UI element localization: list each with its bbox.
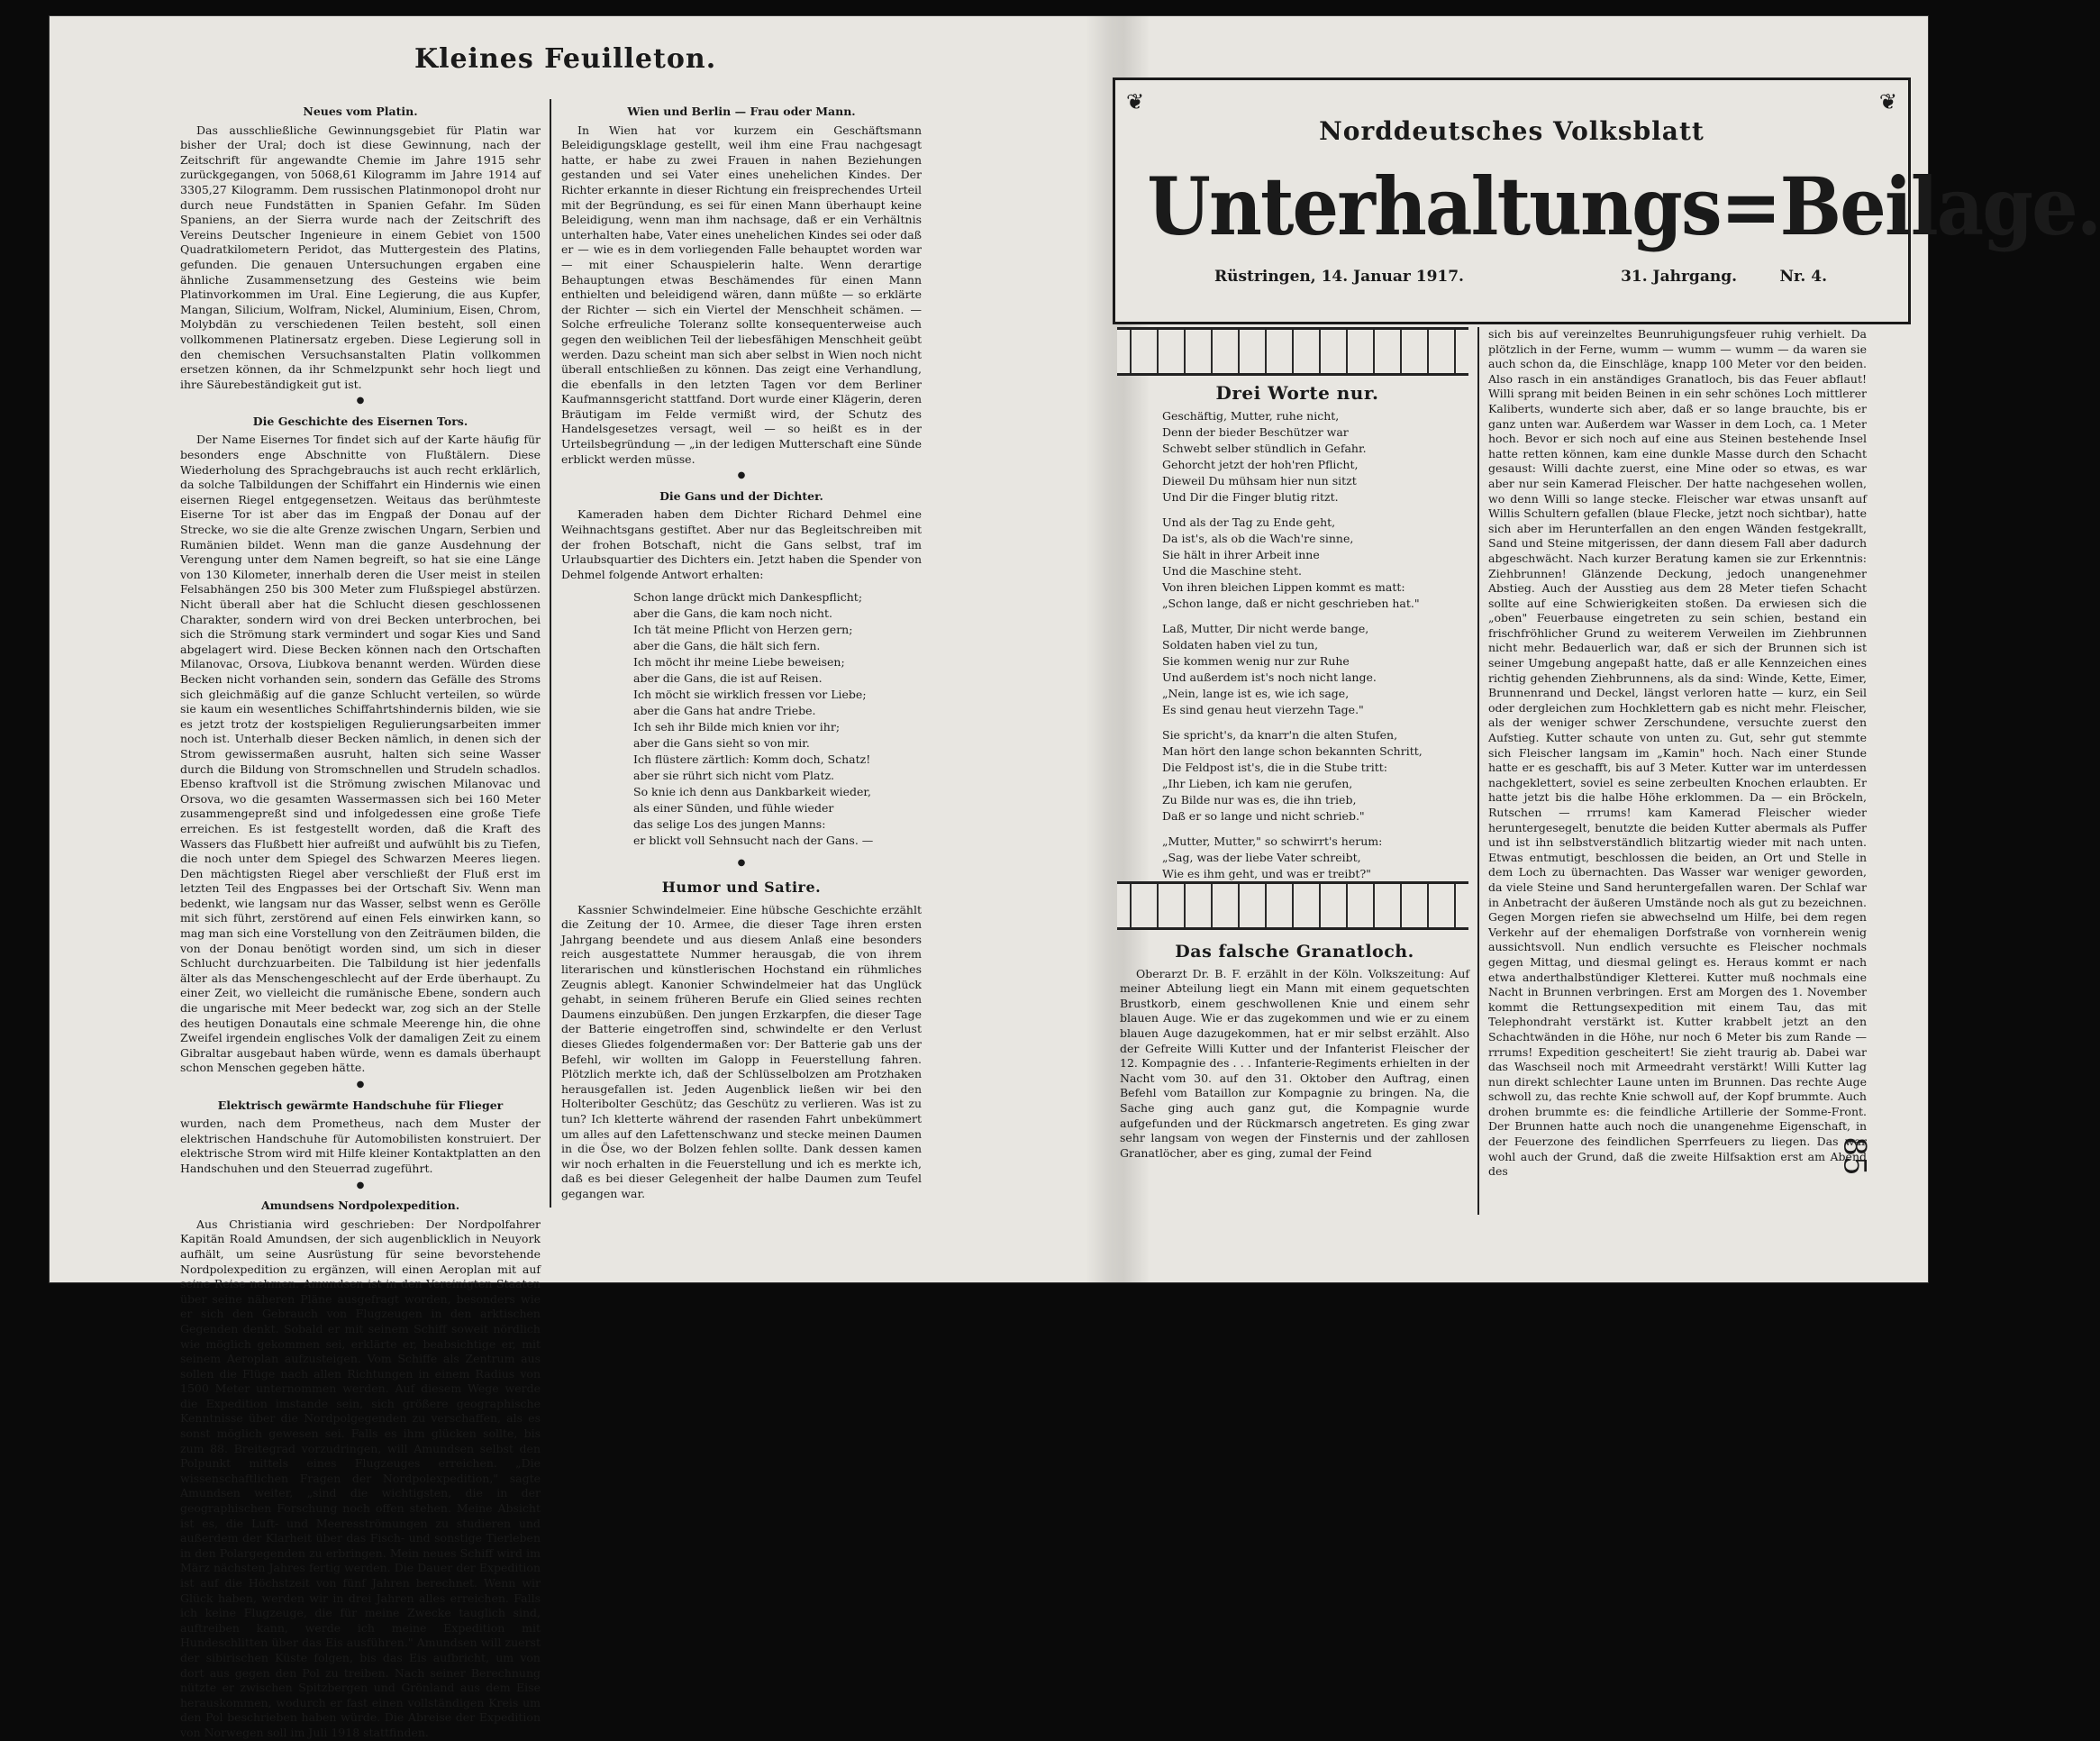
section-title: Kleines Feuilleton. [414, 43, 717, 75]
poem-line: „Schon lange, daß er nicht geschrieben hat." [1162, 596, 1420, 610]
handschuhe-heading: Elektrisch gewärmte Handschuhe für Flieger [217, 1098, 504, 1112]
granatloch-column-2 [1488, 327, 1867, 1215]
poem-line: „Nein, lange ist es, wie ich sage, [1162, 686, 1350, 700]
poem-line: Schwebt selber stündlich in Gefahr. [1162, 441, 1367, 455]
poem-line: Und Dir die Finger blutig ritzt. [1162, 489, 1339, 504]
poem-line: Und als der Tag zu Ende geht, [1162, 515, 1336, 529]
poem-stanza [1162, 727, 1468, 825]
separator-star: ● [356, 396, 365, 406]
platin-text: Das ausschließliche Gewinnungsgebiet für Platin war bisher der Ural; doch ist diese Gewinnung, nach der Zeitschrift für angewandte Chemie im Jahre 1915 sehr zurückgegangen, von 5068,61 Kilogramm im Jahre 1914 auf 3305,27 Kilogramm. Dem russischen Platinmonopol droht nur durch neue Fundstätten in Spanien Gefahr. Im Süden Spaniens, an der Sierra wurde nach der Zeitschrift des Vereins Deutscher Ingenieure in einem Gebiet von 1500 Quadratkilometern Peridot, das Muttergestein des Platins, gefunden. Die genauen Untersuchungen ergaben eine ähnliche Zusammensetzung des Gesteins wie beim Platinvorkommen im Ural. Eine Legierung, die aus Kupfer, Mangan, Silicium, Wolfram, Nickel, Aluminium, Eisen, Chrom, Molybdän zu verschiedenen Teilen besteht, soll einen vollkommenen Platinersatz ergeben. Diese Legierung soll in den chemischen Versuchsanstalten Platin vollkommen ersetzen können, da ihr Schmelzpunkt sehr hoch liegt und ihre Säurebeständigkeit gut ist. [180, 123, 541, 391]
poem-line: aber die Gans sieht so von mir. [633, 736, 810, 751]
granatloch-heading: Das falsche Granatloch. [1175, 942, 1414, 962]
column-rule [550, 99, 551, 1208]
masthead [1113, 77, 2100, 324]
poem-line: Denn der bieder Beschützer war [1162, 424, 1349, 439]
poem-line: Und außerdem ist's noch nicht lange. [1162, 670, 1377, 684]
ornament-icon: ❦ [1878, 89, 1897, 114]
tor-heading: Die Geschichte des Eisernen Tors. [252, 414, 468, 428]
granatloch-column-1 [1120, 935, 1469, 1233]
poem-line: das selige Los des jungen Manns: [633, 817, 826, 832]
ornamental-band [1117, 881, 1468, 930]
poem-line: er blickt voll Sehnsucht nach der Gans. — [633, 834, 874, 848]
tor-text: Der Name Eisernes Tor findet sich auf der Karte häufig für besonders enge Abschnitte von Flußtälern. Diese Wiederholung des Sprachgebrauchs ist auch recht erklärlich, da solche Talbildungen der Schiffahrt ein Hindernis wie einen eisernen Riegel entgegensetzen. Weitaus das berühmteste Eiserne Tor ist aber das im Engpaß der Donau auf der Strecke, wo sie die alte Grenze zwischen Ungarn, Serbien und Rumänien bildet. Wenn man die ganze Ausdehnung der Verengung unter dem Namen begreift, so hat sie eine Länge von 130 Kilometer, innerhalb deren die User meist in steilen Felsabhängen 250 bis 300 Meter zum Flußspiegel abstürzen. Nicht überall aber hat die Schlucht diesen geschlossenen Charakter, sondern wird von drei Becken unterbrochen, bei sich die Strömung stark vermindert und sogar Kies und Sand abgelagert wird. Diese Becken können nach den Ortschaften Milanovac, Orsova, Liubkova benannt werden. Würden diese Becken nicht vorhanden sein, sondern das Gefälle des Stroms sich gleichmäßig auf die ganze Schlucht verteilen, so würde sie kaum ein wesentliches Schiffahrtshindernis bilden, wie sie es jetzt trotz der kostspieligen Regulierungsarbeiten immer noch ist. Unterhalb dieser Becken nämlich, in denen sich der Strom gewissermaßen ausruht, halten sich seine Wasser durch die Bildung von Stromschnellen und Strudeln schadlos. Ebenso kraftvoll ist die Strömung zwischen Milanovac und Orsova, wo die gesamten Wassermassen sich bei 160 Meter zusammengepreßt sind und infolgedessen eine große Tiefe erreichen. Es ist festgestellt worden, daß die Kraft des Wassers das Flußbett hier aufreißt und aufwühlt bis zu Tiefen, die noch unter dem Spiegel des Schwarzen Meeres liegen. Den mächtigsten Riegel aber verschließt der Fluß erst im letzten Teil des Engpasses bei der Ortschaft Siv. Wenn man bedenkt, wie langsam nur das Wasser, selbst wenn es Gerölle mit sich führt, zerstörend auf einen Fels einwirken kann, so mag man sich eine Vorstellung von den Zeiträumen bilden, die von der Donau benötigt worden sind, um sich in dieser Schlucht durchzuarbeiten. Die Talbildung ist hier jedenfalls älter als das Menschengeschlecht auf der Erde überhaupt. Zu einer Zeit, wo vielleicht die rumänische Ebene, sondern auch die ungarische mit Meer bedeckt war, zog sich an der Stelle des heutigen Donautals eine schmale Meerenge hin, die ohne Zweifel irgendein englisches Volk der damaligen Zeit zu einem Gibraltar ausgebaut haben würde, wenn es damals überhaupt schon Menschen gegeben hätte. [180, 433, 541, 1075]
poem-line: aber die Gans hat andre Triebe. [633, 704, 816, 718]
poem-line: Sie kommen wenig nur zur Ruhe [1162, 653, 1350, 668]
poem-line: Dieweil Du mühsam hier nun sitzt [1162, 473, 1357, 488]
issue-year: 31. Jahrgang. [1621, 268, 1737, 286]
poem-line: Die Feldpost ist's, die in die Stube tritt: [1162, 760, 1387, 774]
poem-line: aber die Gans, die hält sich fern. [633, 639, 821, 653]
poem-line: Schon lange drückt mich Dankespflicht; [633, 590, 863, 605]
poem-line: Ich tät meine Pflicht von Herzen gern; [633, 623, 853, 637]
separator-star: ● [737, 858, 746, 869]
amundsen-heading: Amundsens Nordpolexpedition. [260, 1199, 460, 1213]
poem-line: Ich seh ihr Bilde mich knien vor ihr; [633, 720, 841, 734]
gans-poem [633, 589, 922, 849]
poem-line: als einer Sünden, und fühle wieder [633, 801, 834, 816]
poem-drei-worte [1162, 408, 1468, 931]
poem-line: Ich möcht ihr meine Liebe beweisen; [633, 655, 845, 670]
left-column-1 [180, 99, 541, 1739]
page-number: 85 [1836, 1136, 1873, 1176]
humor-heading: Humor und Satire. [661, 879, 822, 896]
separator-star: ● [737, 470, 746, 481]
poem-stanza [1162, 621, 1468, 718]
poem-stanza [1162, 408, 1468, 506]
poem-line: „Ihr Lieben, ich kam nie gerufen, [1162, 776, 1353, 790]
newspaper-spread [50, 16, 2100, 1739]
publication-name: Norddeutsches Volksblatt [1319, 116, 1705, 146]
poem-line: Von ihren bleichen Lippen kommt es matt: [1162, 579, 1405, 594]
platin-heading: Neues vom Platin. [303, 105, 418, 118]
granatloch-text-part1: Oberarzt Dr. B. F. erzählt in der Köln. Volkszeitung: Auf meiner Abteilung liegt ein Mann mit einem gequetschten Brustkorb, einem geschwollenen Knie und einem sehr blauen Auge. Wie er das zugekommen und wie er zu einem blauen Auge dazugekommen, hat er mir selbst erzählt. Also der Gefreite Willi Kutter und der Infanterist Fleischer der 12. Kompagnie des . . . Infanterie-Regiments erhielten in der Nacht vom 30. auf den 31. Oktober den Auftrag, einen Befehl vom Bataillon zur Kompagnie zu bringen. Na, die Sache ging auch ganz gut, die Kompagnie wurde aufgefunden und der Rückmarsch angetreten. Es ging zwar sehr langsam von wegen der Finsternis und der zahllosen Granatlöcher, aber es ging, zumal der Feind [1120, 966, 1469, 1160]
gans-heading: Die Gans und der Dichter. [659, 488, 823, 503]
issue-number: Nr. 4. [1779, 268, 1827, 286]
poem-line: „Mutter, Mutter," so schwirrt's herum: [1162, 834, 1383, 848]
wien-text: In Wien hat vor kurzem ein Geschäftsmann Beleidigungsklage gestellt, weil ihm eine Frau nachgesagt hatte, er habe zu zwei Frauen in nahen Beziehungen gestanden und sei Vater eines unehelichen Kindes. Der Richter erkannte in dieser Richtung ein freisprechendes Urteil mit der Begründung, es sei für einen Mann überhaupt keine Beleidigung, wenn man ihm nachsage, daß er ein Verhältnis unterhalten habe, Vater eines unehelichen Kindes sei oder daß er — wie es in dem vorliegenden Falle behauptet worden war — mit einer Schauspielerin halte. Wenn derartige Behauptungen etwas Beschämendes für einen Mann enthielten und beleidigend wären, dann müßte — so erklärte der Richter — sich ein Viertel der Menschheit schämen. — Solche erfreuliche Toleranz sollte konsequenterweise auch gegen den weiblichen Teil der liebesfähigen Menschheit geübt werden. Dazu scheint man sich aber selbst in Wien noch nicht überall entschließen zu können. Das zeigt eine Verhandlung, die ebenfalls in den letzten Tagen vor dem Berliner Kaufmannsgericht stattfand. Dort wurde einer Klägerin, deren Bräutigam im Felde vermißt wird, der Schutz des Handelsgesetzes versagt, weil — so heißt es in der Urteilsbegründung — „in der ledigen Mutterschaft eine Sünde erblickt werden müsse. [561, 123, 922, 466]
gans-intro: Kameraden haben dem Dichter Richard Dehmel eine Weihnachtsgans gestiftet. Aber nur das Begleitschreiben mit der frohen Botschaft, nicht die Gans selbst, traf im Urlaubsquartier des Dichters ein. Jetzt haben die Spender von Dehmel folgende Antwort erhalten: [561, 507, 922, 581]
poem-line: Soldaten haben viel zu tun, [1162, 637, 1319, 652]
separator-star: ● [356, 1080, 365, 1089]
poem-line: Sie spricht's, da knarr'n die alten Stufen, [1162, 727, 1398, 742]
amundsen-text: Aus Christiania wird geschrieben: Der Nordpolfahrer Kapitän Roald Amundsen, der sich augenblicklich in Neuyork aufhält, um seine Ausrüstung für seine bevorstehende Nordpolexpedition zu ergänzen, will einen Aeroplan mit auf seine Reise nehmen. Amundsen ist in den Vereinigten Staaten über seine näheren Pläne ausgefragt worden, besonders wie er sich den Gebrauch von Flugzeugen in den arktischen Gegenden denkt. Sobald er mit seinem Schiff soweit nördlich wie möglich gekommen sei, erklärte er, beabsichtige er, mit seinem Aeroplan aufzusteigen. Vom Schiffe als Zentrum aus sollen die Flüge nach allen Richtungen in einem Radius von 1500 Meter unternommen werden. Auf diesem Wege werde die Expedition imstande sein, sich größere geographische Kenntnisse über die Nordpolgegenden zu verschaffen, als es sonst möglich gewesen sei. Falls es ihm glücken sollte, bis zum 88. Breitegrad vorzudringen, will Amundsen selbst den Polpunkt mittels eines Flugzeuges erreichen. „Die wissenschaftlichen Fragen der Nordpolexpedition," sagte Amundsen weiter, „sind die wichtigsten, die in der geographischen Forschung noch offen stehen. Meine Absicht ist es, die Luft- und Meeresströmungen zu studieren und außerdem der Klarheit über das Fisch- und sonstige Tierleben in den Polargegenden zu erbringen. Mein neues Schiff wird im März nächsten Jahres fertig werden. Die Dauer der Expedition ist auf die Höchstzeit von fünf Jahren berechnet. Wenn wir Glück haben, werden wir in drei Jahren alles erreichen. Falls ich keine Flugzeuge, die für meine Zwecke tauglich sind, auftreiben kann, werde ich meine Expedition mit Hundeschlitten über das Eis ausführen." Amundsen will zuerst der sibirischen Küste folgen, bis das Eis aufbricht, um von dort aus gegen den Pol zu treiben. Nach seiner Berechnung nützte er zwischen Spitzbergen und Grönland aus dem Eise herauskommen, wodurch er fast einen vollständigen Kreis um den Pol beschrieben haben würde. Die Abreise der Expedition von Norwegen soll im Juli 1918 stattfinden. [180, 1217, 541, 1739]
poem-line: Gehorcht jetzt der hoh'ren Pflicht, [1162, 457, 1359, 471]
issue-date: Rüstringen, 14. Januar 1917. [1214, 268, 1464, 286]
poem-line: Da ist's, als ob die Wach're sinne, [1162, 531, 1354, 545]
poem-stanza [1162, 515, 1468, 612]
poem-line: Daß er so lange und nicht schrieb." [1162, 808, 1365, 823]
poem-line: So knie ich denn aus Dankbarkeit wieder, [633, 785, 872, 799]
ornament-icon: ❦ [1126, 89, 1145, 114]
granatloch-text-part2: sich bis auf vereinzeltes Beunruhigungsfeuer ruhig verhielt. Da plötzlich in der Ferne, wumm — wumm — wumm — da waren sie auch schon da, die Einschläge, knapp 100 Meter vor den beiden. Also rasch in ein anständiges Granatloch, bis das Feuer abflaut! Willi sprang mit beiden Beinen in ein sehr schönes Loch mittlerer Kaliberts, wunderte sich aber, daß er so lange brauchte, bis er ganz unten war. Außerdem war Wasser in dem Loch, ca. 1 Meter hoch. Bevor er sich noch auf eine aus Steinen bestehende Insel hatte retten können, kam eine dunkle Masse durch den Schacht gesaust: Willi dachte zuerst, eine Mine oder so etwas, es war aber nur sein Kamerad Fleischer. Der hatte nachgesehen wollen, wo denn Willi so lange stecke. Fleischer war etwas unsanft auf Willis Schultern gefallen (blaue Flecke, jetzt noch sichtbar), hatte sich aber im Herunterfallen an den engen Wänden festgekrallt, Sand und Steine mitgerissen, der dann diesem Fall aber dadurch abgeschwächt. Nach kurzer Beratung kamen sie zur Erkenntnis: Ziehbrunnen! Glänzende Deckung, jedoch unangenehmer Abstieg. Auch der Ausstieg aus dem 28 Meter tiefen Schacht sollte auf eine Schwierigkeiten stoßen. Da erwiesen sich die „oben" Feuerbause eingetreten zu sein schien, bestand ein frischfröhlicher Grund zu weiterem Verweilen im Ziehbrunnen nicht mehr. Bedauerlich war, daß er sich der Brunnen sich ist seiner Umgebung angepaßt hatte, daß er alle Kennzeichen eines richtig gehenden Ziehbrunnens, als da sind: Winde, Kette, Eimer, Brunnenrand und Deckel, längst verloren hatte — kurz, ein Seil oder dergleichen zum Hochklettern gab es nicht mehr. Fleischer, als der weniger schwer Zerschundene, versuchte zuerst den Aufstieg. Kutter schaute von unten zu. Gut, sehr gut stemmte sich Fleischer langsam im „Kamin" hoch. Nach einer Stunde hatte er es geschafft, bis auf 3 Meter. Kutter war im unterdessen nachgeklettert, soviel es seine zerbeulten Knochen erlaubten. Er hatte jetzt bis die halbe Höhe erklommen. Da — ein Bröckeln, Rutschen — rrrums! kam Kamerad Fleischer wieder heruntergesegelt, benutzte die beiden Kutter abermals als Puffer und ist ihn selbstverständlich blitzartig wieder mit nach unten. Etwas entmutigt, beschlossen die beiden, an Ort und Stelle in dem Loch zu übernachten. Das Wasser war weniger geworden, da viele Steine und Sand heruntergefallen waren. Der Schlaf war in Anbetracht der äußeren Umstände noch als gut zu bezeichnen. Gegen Morgen riefen sie abwechselnd um Hilfe, bei dem regen Verkehr auf der ehemaligen Dorfstraße von vornherein wenig aussichtsvoll. Nun endlich versuchte es Fleischer nochmals gegen Mittag, und diesmal gelingt es. Heraus kommt er nach etwa anderthalbstündiger Kletterei. Kutter muß nochmals eine Nacht in Brunnen verbringen. Erst am Morgen des 1. November kommt die Rettungsexpedition mit einem Tau, das mit Telephondraht verstärkt ist. Kutter krabbelt jetzt an den Schachtwänden in die Höhe, nur noch 6 Meter bis zum Rande — rrrums! Expedition gescheitert! Sie zieht traurig ab. Dabei war das Waschseil noch mit Armeedraht verstärkt! Willi Kutter lag nun direkt schlechter Laune unten im Brunnen. Das rechte Auge schwoll zu, das rechte Knie schwoll auf, der Kopf brummte. Auch drohen brummte es: die feindliche Artillerie der Somme-Front. Der Brunnen hatte auch noch die unangenehme Eigenschaft, in der Feuerzone des feindlichen Sperrfeuers zu liegen. Das war wohl auch der Grund, daß die zweite Hilfsaktion erst am Abend des [1488, 327, 1867, 1179]
left-column-2 [561, 99, 922, 1217]
masthead-title: Unterhaltungs=Beilage. [1147, 160, 2100, 253]
poem-line: Es sind genau heut vierzehn Tage." [1162, 702, 1364, 716]
poem-line: Zu Bilde nur was es, die ihn trieb, [1162, 792, 1357, 807]
handschuhe-text: wurden, nach dem Prometheus, nach dem Muster der elektrischen Handschuhe für Automobilisten konstruiert. Der elektrische Strom wird mit Hilfe kleiner Kontaktplatten an den Handschuhen und den Steuerrad zugeführt. [180, 1117, 541, 1175]
poem-line: Geschäftig, Mutter, ruhe nicht, [1162, 408, 1340, 423]
poem-line: Ich möcht sie wirklich fressen vor Liebe; [633, 688, 867, 702]
poem-line: Ich flüstere zärtlich: Komm doch, Schatz! [633, 752, 871, 767]
poem-line: Laß, Mutter, Dir nicht werde bange, [1162, 621, 1369, 635]
poem-line: Man hört den lange schon bekannten Schritt, [1162, 743, 1423, 758]
poem-line: aber sie rührt sich nicht vom Platz. [633, 769, 835, 783]
poem-line: Sie hält in ihrer Arbeit inne [1162, 547, 1320, 561]
separator-star: ● [356, 1180, 365, 1190]
poem-line: aber die Gans, die kam noch nicht. [633, 606, 832, 621]
poem-title: Drei Worte nur. [1215, 382, 1379, 404]
poem-line: aber die Gans, die ist auf Reisen. [633, 671, 823, 686]
column-rule [1477, 327, 1479, 1215]
poem-line: Wie es ihm geht, und was er treibt?" [1162, 866, 1371, 880]
poem-column [1126, 377, 1468, 890]
poem-line: Und die Maschine steht. [1162, 563, 1302, 578]
humor-text: Kassnier Schwindelmeier. Eine hübsche Geschichte erzählt die Zeitung der 10. Armee, die dieser Tage ihren ersten Jahrgang beendete und aus diesem Anlaß eine besonders reich ausgestattete Nummer herausgab, die von ihrem literarischen und künstlerischen Hochstand ein rühmliches Zeugnis ablegt. Kanonier Schwindelmeier hat das Unglück gehabt, in seinem früheren Berufe ein Glied seines rechten Daumens einzubüßen. Den jungen Erzkarpfen, die dieser Tage der Batterie eingetroffen sind, schwindelte er den Verlust dieses Gliedes folgendermaßen vor: Der Batterie gab uns der Befehl, wir wollten im Galopp in Feuerstellung fahren. Plötzlich merkte ich, daß der Schlüsselbolzen am Protzhaken herausgefallen ist. Jeden Augenblick ließen wir bei den Holteribolter Geschütz; das Geschütz zu verlieren. Was ist zu tun? Ich kletterte während der rasenden Fahrt unbekümmert um alles auf den Lafettenschwanz und stecke meinen Daumen in die Öse, wo der Bolzen fehlen sollte. Dank dessen kamen wir noch erhalten in die Feuerstellung und ich es merkte ich, daß es bei dieser Gelegenheit der halbe Daumen zum Teufel gegangen war. [561, 902, 922, 1200]
poem-line: „Sag, was der liebe Vater schreibt, [1162, 850, 1361, 864]
ornamental-band [1117, 327, 1468, 376]
wien-heading: Wien und Berlin — Frau oder Mann. [627, 105, 856, 118]
